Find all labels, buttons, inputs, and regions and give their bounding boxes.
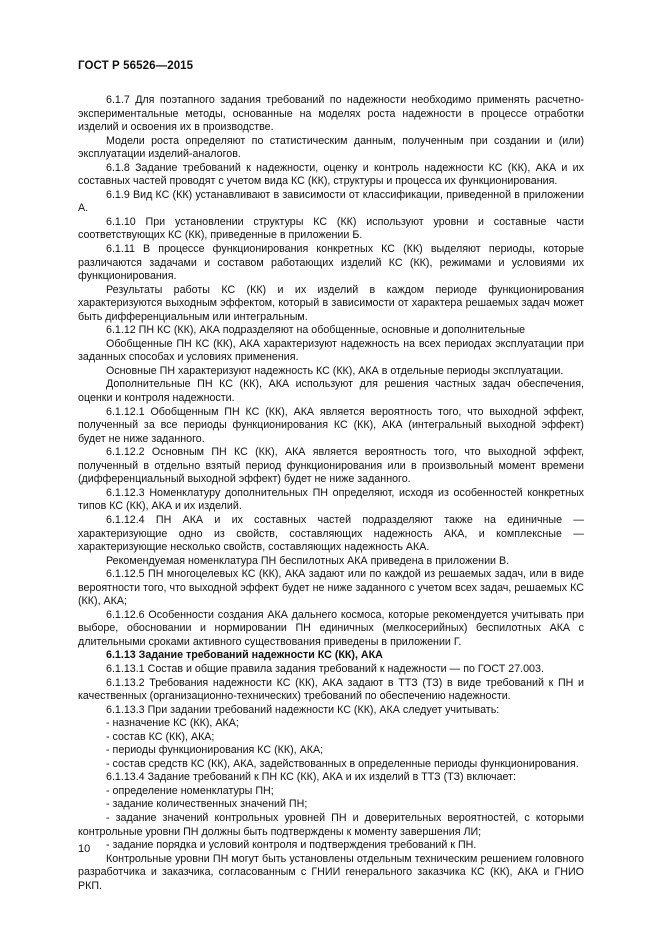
list-item: - задание количественных значений ПН; bbox=[106, 798, 308, 811]
paragraph: 6.1.10 При установлении структуры КС (КК) используют уровни и составные части соответствующих КС (КК), приведенные в приложении Б. bbox=[78, 215, 584, 242]
paragraph: 6.1.12 ПН КС (КК), АКА подразделяют на обобщенные, основные и дополнительные bbox=[106, 324, 526, 337]
paragraph: 6.1.12.6 Особенности создания АКА дальнего космоса, которые рекомендуется учитывать при выборе, обосновании и нормировании ПН единичных (мелкосерийных) беспилотных АКА с длительными сроками активного существования приведены в приложении Г. bbox=[78, 608, 584, 648]
paragraph: Результаты работы КС (КК) и их изделий в каждом периоде функционирования характеризуются выходным эффектом, который в зависимости от характера решаемых задач может быть дифференциальным или интегральным. bbox=[78, 283, 584, 323]
paragraph: Основные ПН характеризуют надежность КС (КК), АКА в отдельные периоды эксплуатации. bbox=[106, 364, 564, 377]
paragraph: 6.1.12.1 Обобщенным ПН КС (КК), АКА является вероятность того, что выходной эффект, полученный за все периоды функционирования КС (КК), АКА (интегральный выходной эффект) будет не ниже заданного. bbox=[78, 405, 584, 445]
document-body bbox=[78, 94, 584, 893]
paragraph: Контрольные уровни ПН могут быть установлены отдельным техническим решением головного разработчика и заказчика, согласованным с ГНИИ генерального заказчика КС (КК), АКА и ГНИО РКП. bbox=[78, 852, 584, 892]
paragraph: 6.1.13.2 Требования надежности КС (КК), АКА задают в ТТЗ (ТЗ) в виде требований к ПН и качественных (организационно-технических) требований по обеспечению надежности. bbox=[78, 676, 584, 703]
paragraph: 6.1.13.4 Задание требований к ПН КС (КК), АКА и их изделий в ТТЗ (ТЗ) включает: bbox=[106, 771, 517, 784]
list-item: - задание порядка и условий контроля и подтверждения требований к ПН. bbox=[106, 839, 477, 852]
paragraph: 6.1.12.3 Номенклатуру дополнительных ПН определяют, исходя из особенностей конкретных типов КС (КК), АКА и их изделий. bbox=[78, 486, 584, 513]
paragraph: 6.1.9 Вид КС (КК) устанавливают в зависимости от классификации, приведенной в приложении А. bbox=[78, 188, 584, 215]
list-item: - задание значений контрольных уровней ПН и доверительных вероятностей, с которыми контрольные уровни ПН должны быть подтверждены к моменту завершения ЛИ; bbox=[78, 811, 584, 838]
list-item: - периоды функционирования КС (КК), АКА; bbox=[106, 744, 324, 757]
paragraph: 6.1.12.2 Основным ПН КС (КК), АКА является вероятность того, что выходной эффект, полученный в отдельно взятый период функционирования или в произвольный момент времени (дифференциальный выходной эффект) будет не ниже заданного. bbox=[78, 446, 584, 486]
list-item: - состав КС (КК), АКА; bbox=[106, 730, 215, 743]
list-item: - назначение КС (КК), АКА; bbox=[106, 717, 239, 730]
paragraph: 6.1.11 В процессе функционирования конкретных КС (КК) выделяют периоды, которые различаются задачами и составом работающих изделий КС (КК), режимами и условиями их функционирования. bbox=[78, 243, 584, 283]
paragraph: 6.1.7 Для поэтапного задания требований по надежности необходимо применять расчетно-экспериментальные методы, основанные на моделях роста надежности в процессе отработки изделий и освоения их в производстве. bbox=[78, 94, 584, 134]
list-item: - определение номенклатуры ПН; bbox=[106, 784, 274, 797]
paragraph: 6.1.8 Задание требований к надежности, оценку и контроль надежности КС (КК), АКА и их составных частей проводят с учетом вида КС (КК), структуры и процесса их функционирования. bbox=[78, 161, 584, 188]
page-number: 10 bbox=[78, 843, 91, 855]
paragraph: 6.1.12.5 ПН многоцелевых КС (КК), АКА задают или по каждой из решаемых задач, или в виде вероятности того, что выходной эффект будет не ниже заданного с учетом всех задач, решаемых КС (КК), АКА; bbox=[78, 568, 584, 608]
section-heading: 6.1.13 Задание требований надежности КС (КК), АКА bbox=[106, 649, 383, 662]
paragraph: Обобщенные ПН КС (КК), АКА характеризуют надежность на всех периодах эксплуатации при заданных способах и условиях применения. bbox=[78, 337, 584, 364]
paragraph: 6.1.13.1 Состав и общие правила задания требований к надежности — по ГОСТ 27.003. bbox=[106, 662, 544, 675]
document-header: ГОСТ Р 56526—2015 bbox=[78, 60, 194, 72]
paragraph: Дополнительные ПН КС (КК), АКА используют для решения частных задач обеспечения, оценки и контроля надежности. bbox=[78, 378, 584, 405]
paragraph: 6.1.13.3 При задании требований надежности КС (КК), АКА следует учитывать: bbox=[106, 703, 500, 716]
paragraph: Модели роста определяют по статистическим данным, полученным при создании и (или) эксплуатации изделий-аналогов. bbox=[78, 134, 584, 161]
paragraph: Рекомендуемая номенклатура ПН беспилотных АКА приведена в приложении В. bbox=[106, 554, 510, 567]
list-item: - состав средств КС (КК), АКА, задействованных в определенные периоды функционирования. bbox=[106, 757, 579, 770]
paragraph: 6.1.12.4 ПН АКА и их составных частей подразделяют также на единичные — характеризующие одно из свойств, составляющих надежность АКА, и комплексные — характеризующие несколько свойств, составляющих надежность АКА. bbox=[78, 513, 584, 554]
